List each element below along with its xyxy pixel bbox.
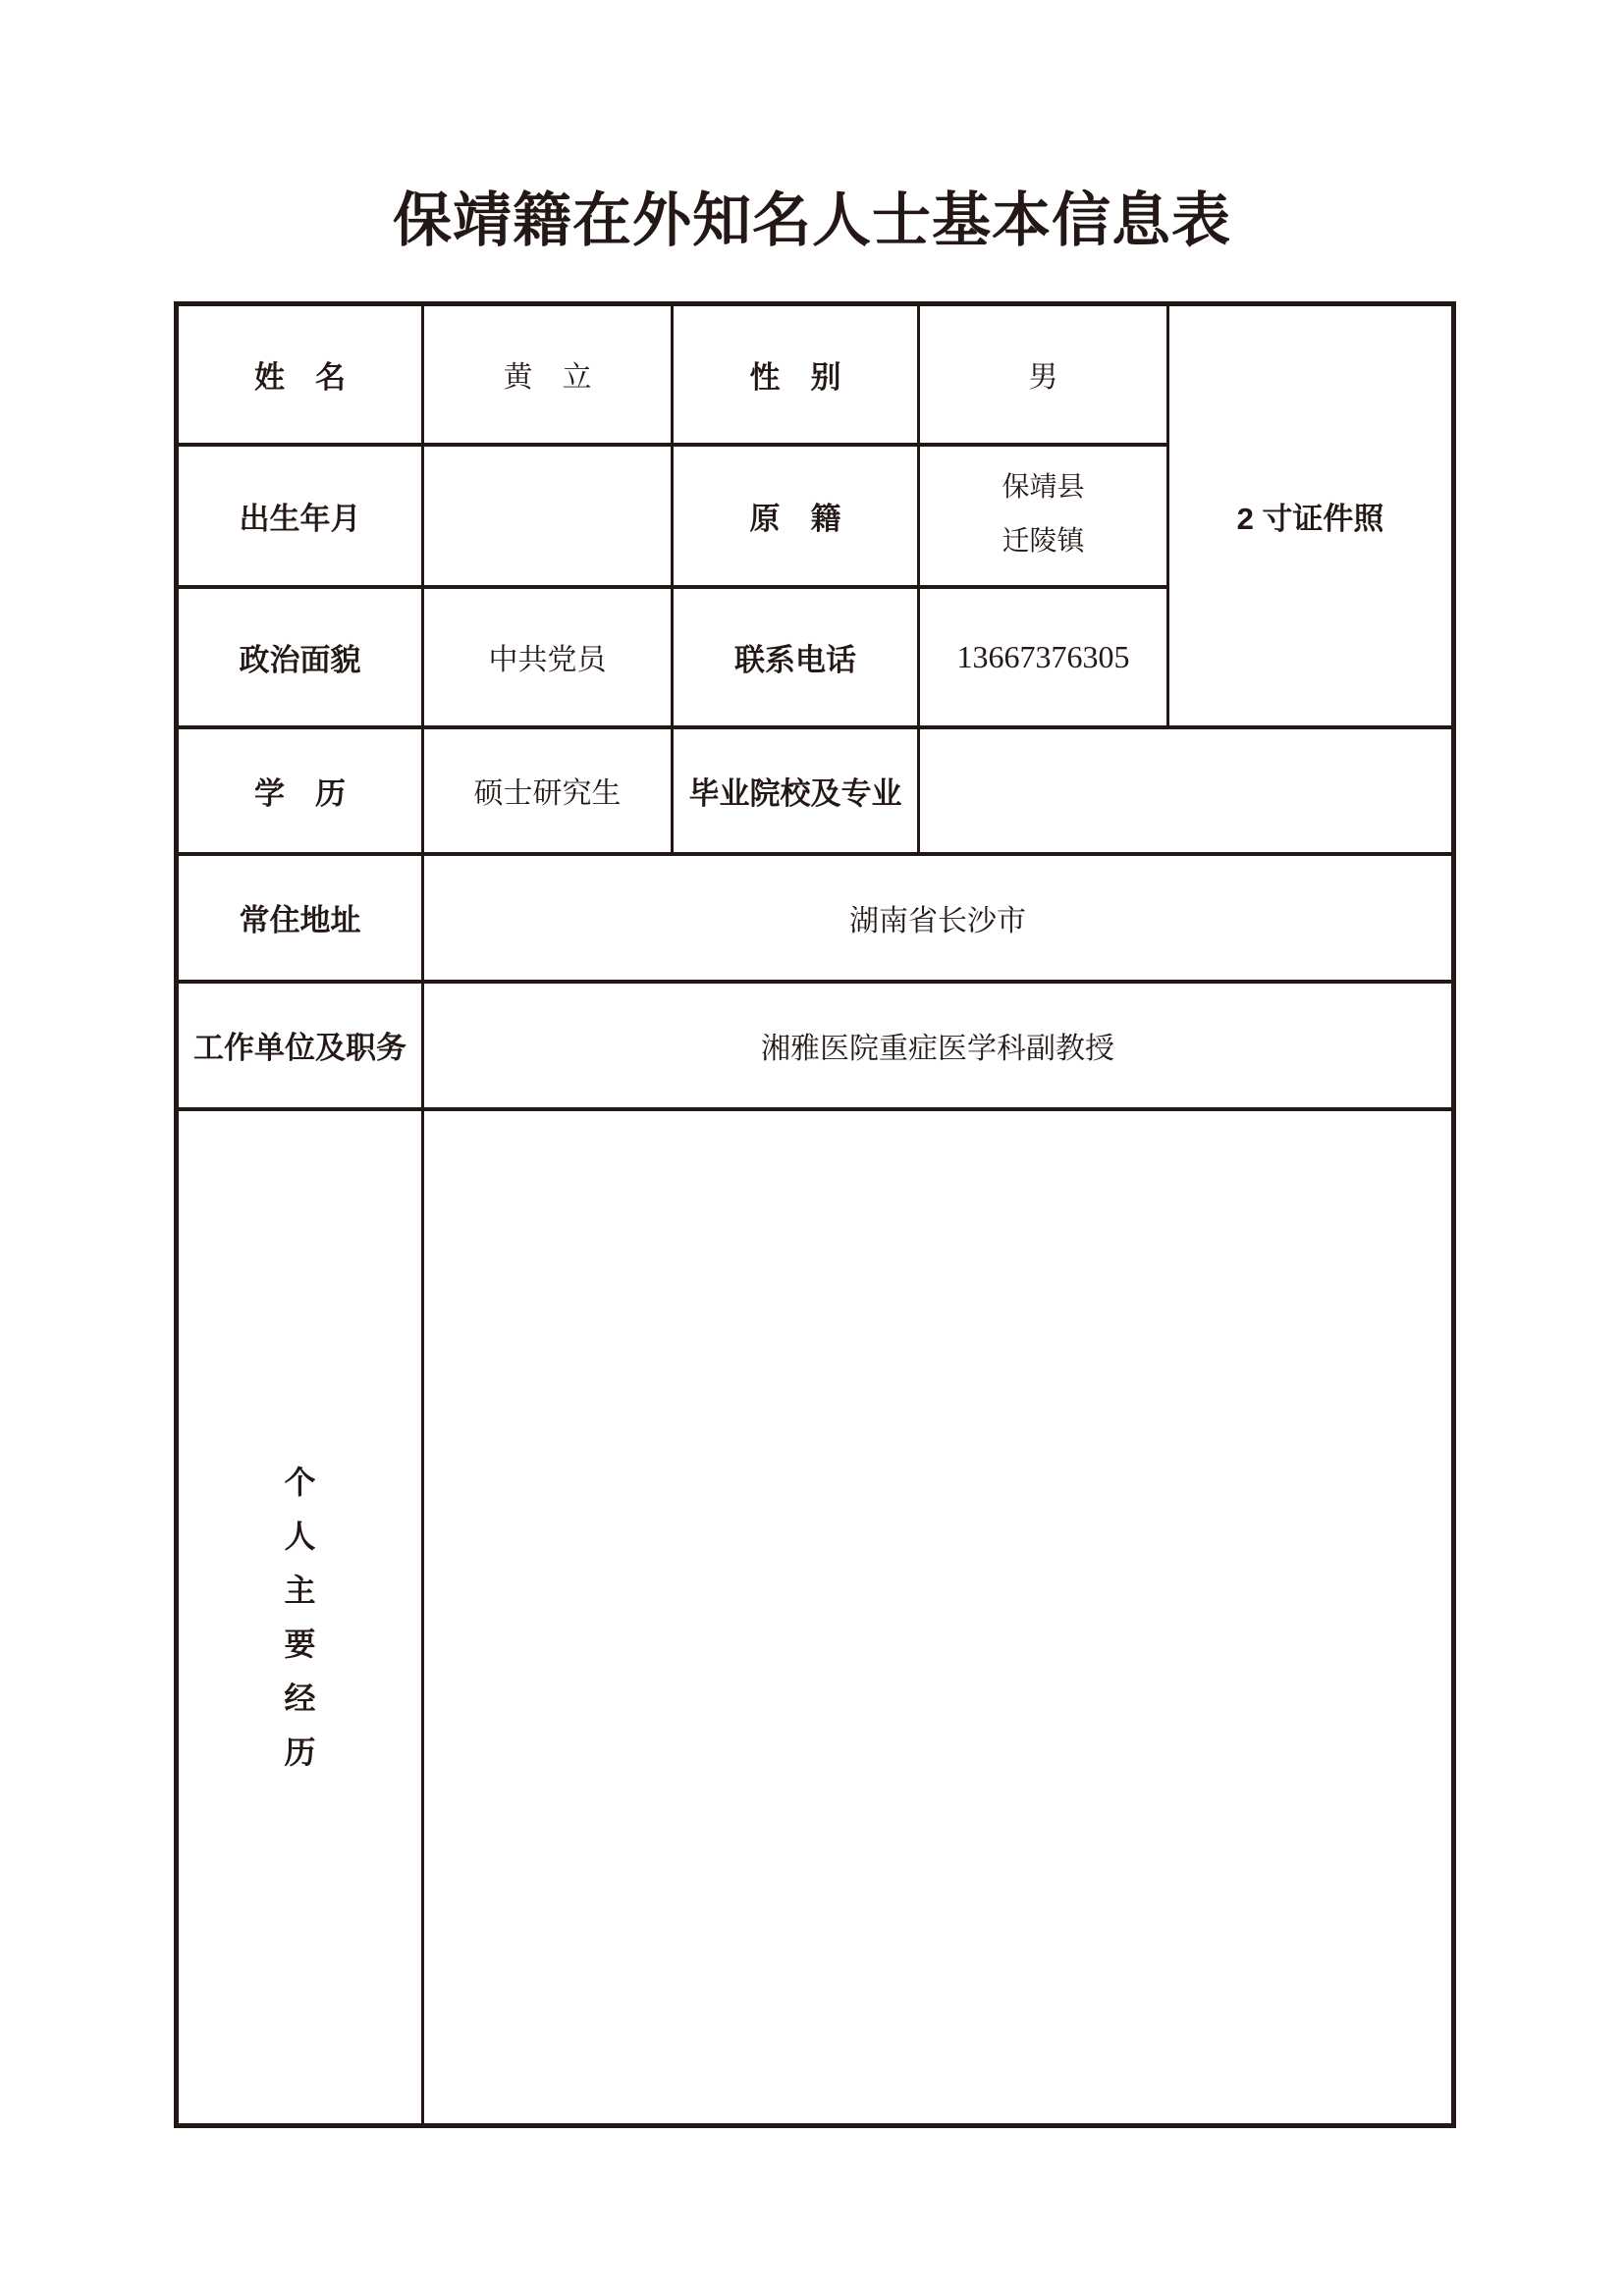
table-row — [177, 1109, 1454, 2126]
experience-label — [177, 1109, 423, 2126]
table-row — [177, 727, 1454, 854]
page-title: 保靖籍在外知名人士基本信息表 — [393, 188, 1231, 253]
work-unit-value[interactable]: 湘雅医院重症医学科副教授 — [423, 982, 1454, 1109]
origin-value[interactable]: 保靖县 迁陵镇 — [919, 445, 1168, 587]
birth-date-value[interactable] — [423, 445, 673, 587]
name-label: 姓 名 — [177, 304, 423, 445]
table-row — [177, 982, 1454, 1109]
political-status-value[interactable]: 中共党员 — [423, 587, 673, 727]
address-value[interactable]: 湖南省长沙市 — [423, 854, 1454, 982]
gender-label: 性 别 — [673, 304, 919, 445]
origin-label: 原 籍 — [673, 445, 919, 587]
political-status-label: 政治面貌 — [177, 587, 423, 727]
birth-date-label: 出生年月 — [177, 445, 423, 587]
school-major-value[interactable] — [919, 727, 1454, 854]
name-value[interactable]: 黄 立 — [423, 304, 673, 445]
gender-value[interactable]: 男 — [919, 304, 1168, 445]
table-row — [177, 304, 1454, 445]
photo-cell[interactable]: 2 寸证件照 — [1168, 304, 1454, 727]
work-unit-label: 工作单位及职务 — [177, 982, 423, 1109]
education-value[interactable]: 硕士研究生 — [423, 727, 673, 854]
address-label: 常住地址 — [177, 854, 423, 982]
experience-content[interactable] — [423, 1109, 1454, 2126]
experience-label-vertical-text: 个 人 主 要 经 历 — [284, 1464, 316, 1770]
table-row — [177, 854, 1454, 982]
info-table — [174, 301, 1456, 2128]
phone-label: 联系电话 — [673, 587, 919, 727]
education-label: 学 历 — [177, 727, 423, 854]
school-major-label: 毕业院校及专业 — [673, 727, 919, 854]
phone-value[interactable]: 13667376305 — [919, 587, 1168, 727]
